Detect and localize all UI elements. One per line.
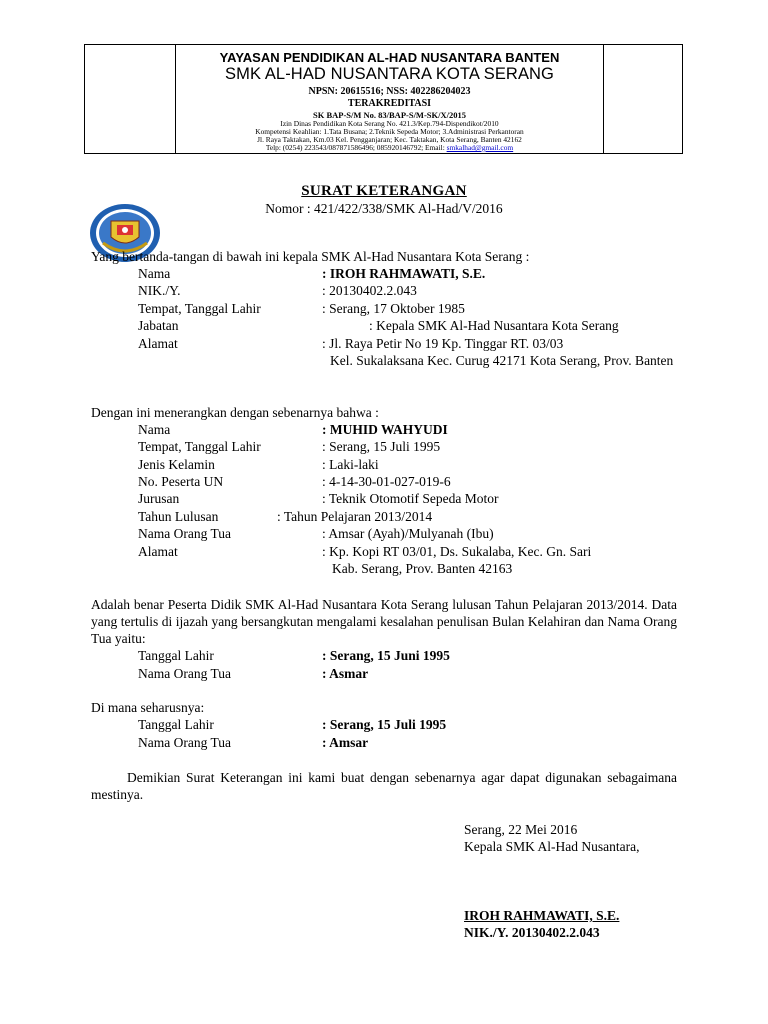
student-label: Alamat [138,544,178,559]
wrong-label: Tanggal Lahir [138,648,214,663]
competence: Kompetensi Keahlian: 1.Tata Busana; 2.Teknik Sepeda Motor; 3.Administrasi Perkantoran [255,127,524,136]
closing-paragraph: Demikian Surat Keterangan ini kami buat dengan sebenarnya agar dapat digunakan sebagaimana mestinya. [91,770,677,802]
correct-intro: Di mana seharusnya: [91,700,205,715]
explanation-paragraph: Adalah benar Peserta Didik SMK Al-Had Nusantara Kota Serang lulusan Tahun Pelajaran 2013/2014. Data yang tertulis di ijazah yang bersangkutan mengalami kesalahan penulisan Bulan Kelahiran dan Nama Orang Tua yaitu: [91,597,677,646]
student-label: Tempat, Tanggal Lahir [138,439,261,454]
wrong-label: Nama Orang Tua [138,666,231,681]
signature-name: IROH RAHMAWATI, S.E. [464,908,620,923]
student-label: Tahun Lulusan [138,509,219,524]
correct-label: Tanggal Lahir [138,717,214,732]
signer-value: : Jl. Raya Petir No 19 Kp. Tinggar RT. 03/03 [322,336,564,351]
student-value: : Tahun Pelajaran 2013/2014 [277,509,433,524]
correct-value: : Amsar [322,735,369,750]
student-value: : Kp. Kopi RT 03/01, Ds. Sukalaba, Kec. Gn. Sari [322,544,592,559]
letterhead [84,44,683,154]
contact-line [176,144,603,152]
wrong-value: : Asmar [322,666,369,681]
signer-address-continued: Kel. Sukalaksana Kec. Curug 42171 Kota Serang, Prov. Banten [330,353,674,368]
signer-intro: Yang bertanda-tangan di bawah ini kepala SMK Al-Had Nusantara Kota Serang : [91,249,530,264]
foundation-name: YAYASAN PENDIDIKAN AL-HAD NUSANTARA BANTEN [219,50,560,65]
permit: Izin Dinas Pendidikan Kota Serang No. 421.3/Kep.794-Dispendikot/2010 [280,119,499,128]
student-label: Jenis Kelamin [138,457,215,472]
student-label: Nama Orang Tua [138,526,231,541]
letterhead-left-cell [85,45,176,153]
letterhead-center-cell [176,45,603,153]
signer-label: NIK./Y. [138,283,181,298]
signer-label: Nama [138,266,171,281]
student-value: : MUHID WAHYUDI [322,422,448,437]
correct-label: Nama Orang Tua [138,735,231,750]
accreditation: TERAKREDITASI [347,98,432,109]
signer-value: : 20130402.2.043 [322,283,417,298]
wrong-value: : Serang, 15 Juni 1995 [322,648,450,663]
letter-number: Nomor : 421/422/338/SMK Al-Had/V/2016 [265,201,503,216]
school-name: SMK AL-HAD NUSANTARA KOTA SERANG [225,65,554,83]
letterhead-right-cell [603,45,682,153]
student-address-continued: Kab. Serang, Prov. Banten 42163 [332,561,513,576]
signer-label: Jabatan [138,318,179,333]
email-link[interactable]: smkalhad@gmail.com [446,143,514,152]
student-value: : Laki-laki [322,457,379,472]
letter-title: SURAT KETERANGAN [301,183,467,199]
place-date: Serang, 22 Mei 2016 [464,822,578,837]
signer-label: Alamat [138,336,178,351]
accreditation-sk: SK BAP-S/M No. 83/BAP-S/M-SK/X/2015 [312,110,466,120]
school-address: Jl. Raya Taktakan, Km.03 Kel. Pengganjaran; Kec. Taktakan, Kota Serang, Banten 42162 [257,135,522,144]
student-label: No. Peserta UN [138,474,224,489]
npsn: NPSN: 20615516; NSS: 402286204023 [308,86,471,97]
signer-position: Kepala SMK Al-Had Nusantara, [464,839,640,854]
phone: Telp: (0254) 223543/087871586496; 085920146792; Email: [265,143,445,152]
signature-nik: NIK./Y. 20130402.2.043 [464,925,600,940]
student-label: Nama [138,422,171,437]
student-label: Jurusan [138,491,180,506]
student-value: : Teknik Otomotif Sepeda Motor [322,491,499,506]
signer-value: : Serang, 17 Oktober 1985 [322,301,465,316]
signer-value: : Kepala SMK Al-Had Nusantara Kota Serang [369,318,619,333]
student-intro: Dengan ini menerangkan dengan sebenarnya bahwa : [91,405,379,420]
student-value: : Serang, 15 Juli 1995 [322,439,441,454]
student-value: : 4-14-30-01-027-019-6 [322,474,451,489]
student-value: : Amsar (Ayah)/Mulyanah (Ibu) [322,526,494,541]
signer-label: Tempat, Tanggal Lahir [138,301,261,316]
signer-value: : IROH RAHMAWATI, S.E. [322,266,486,281]
correct-value: : Serang, 15 Juli 1995 [322,717,447,732]
